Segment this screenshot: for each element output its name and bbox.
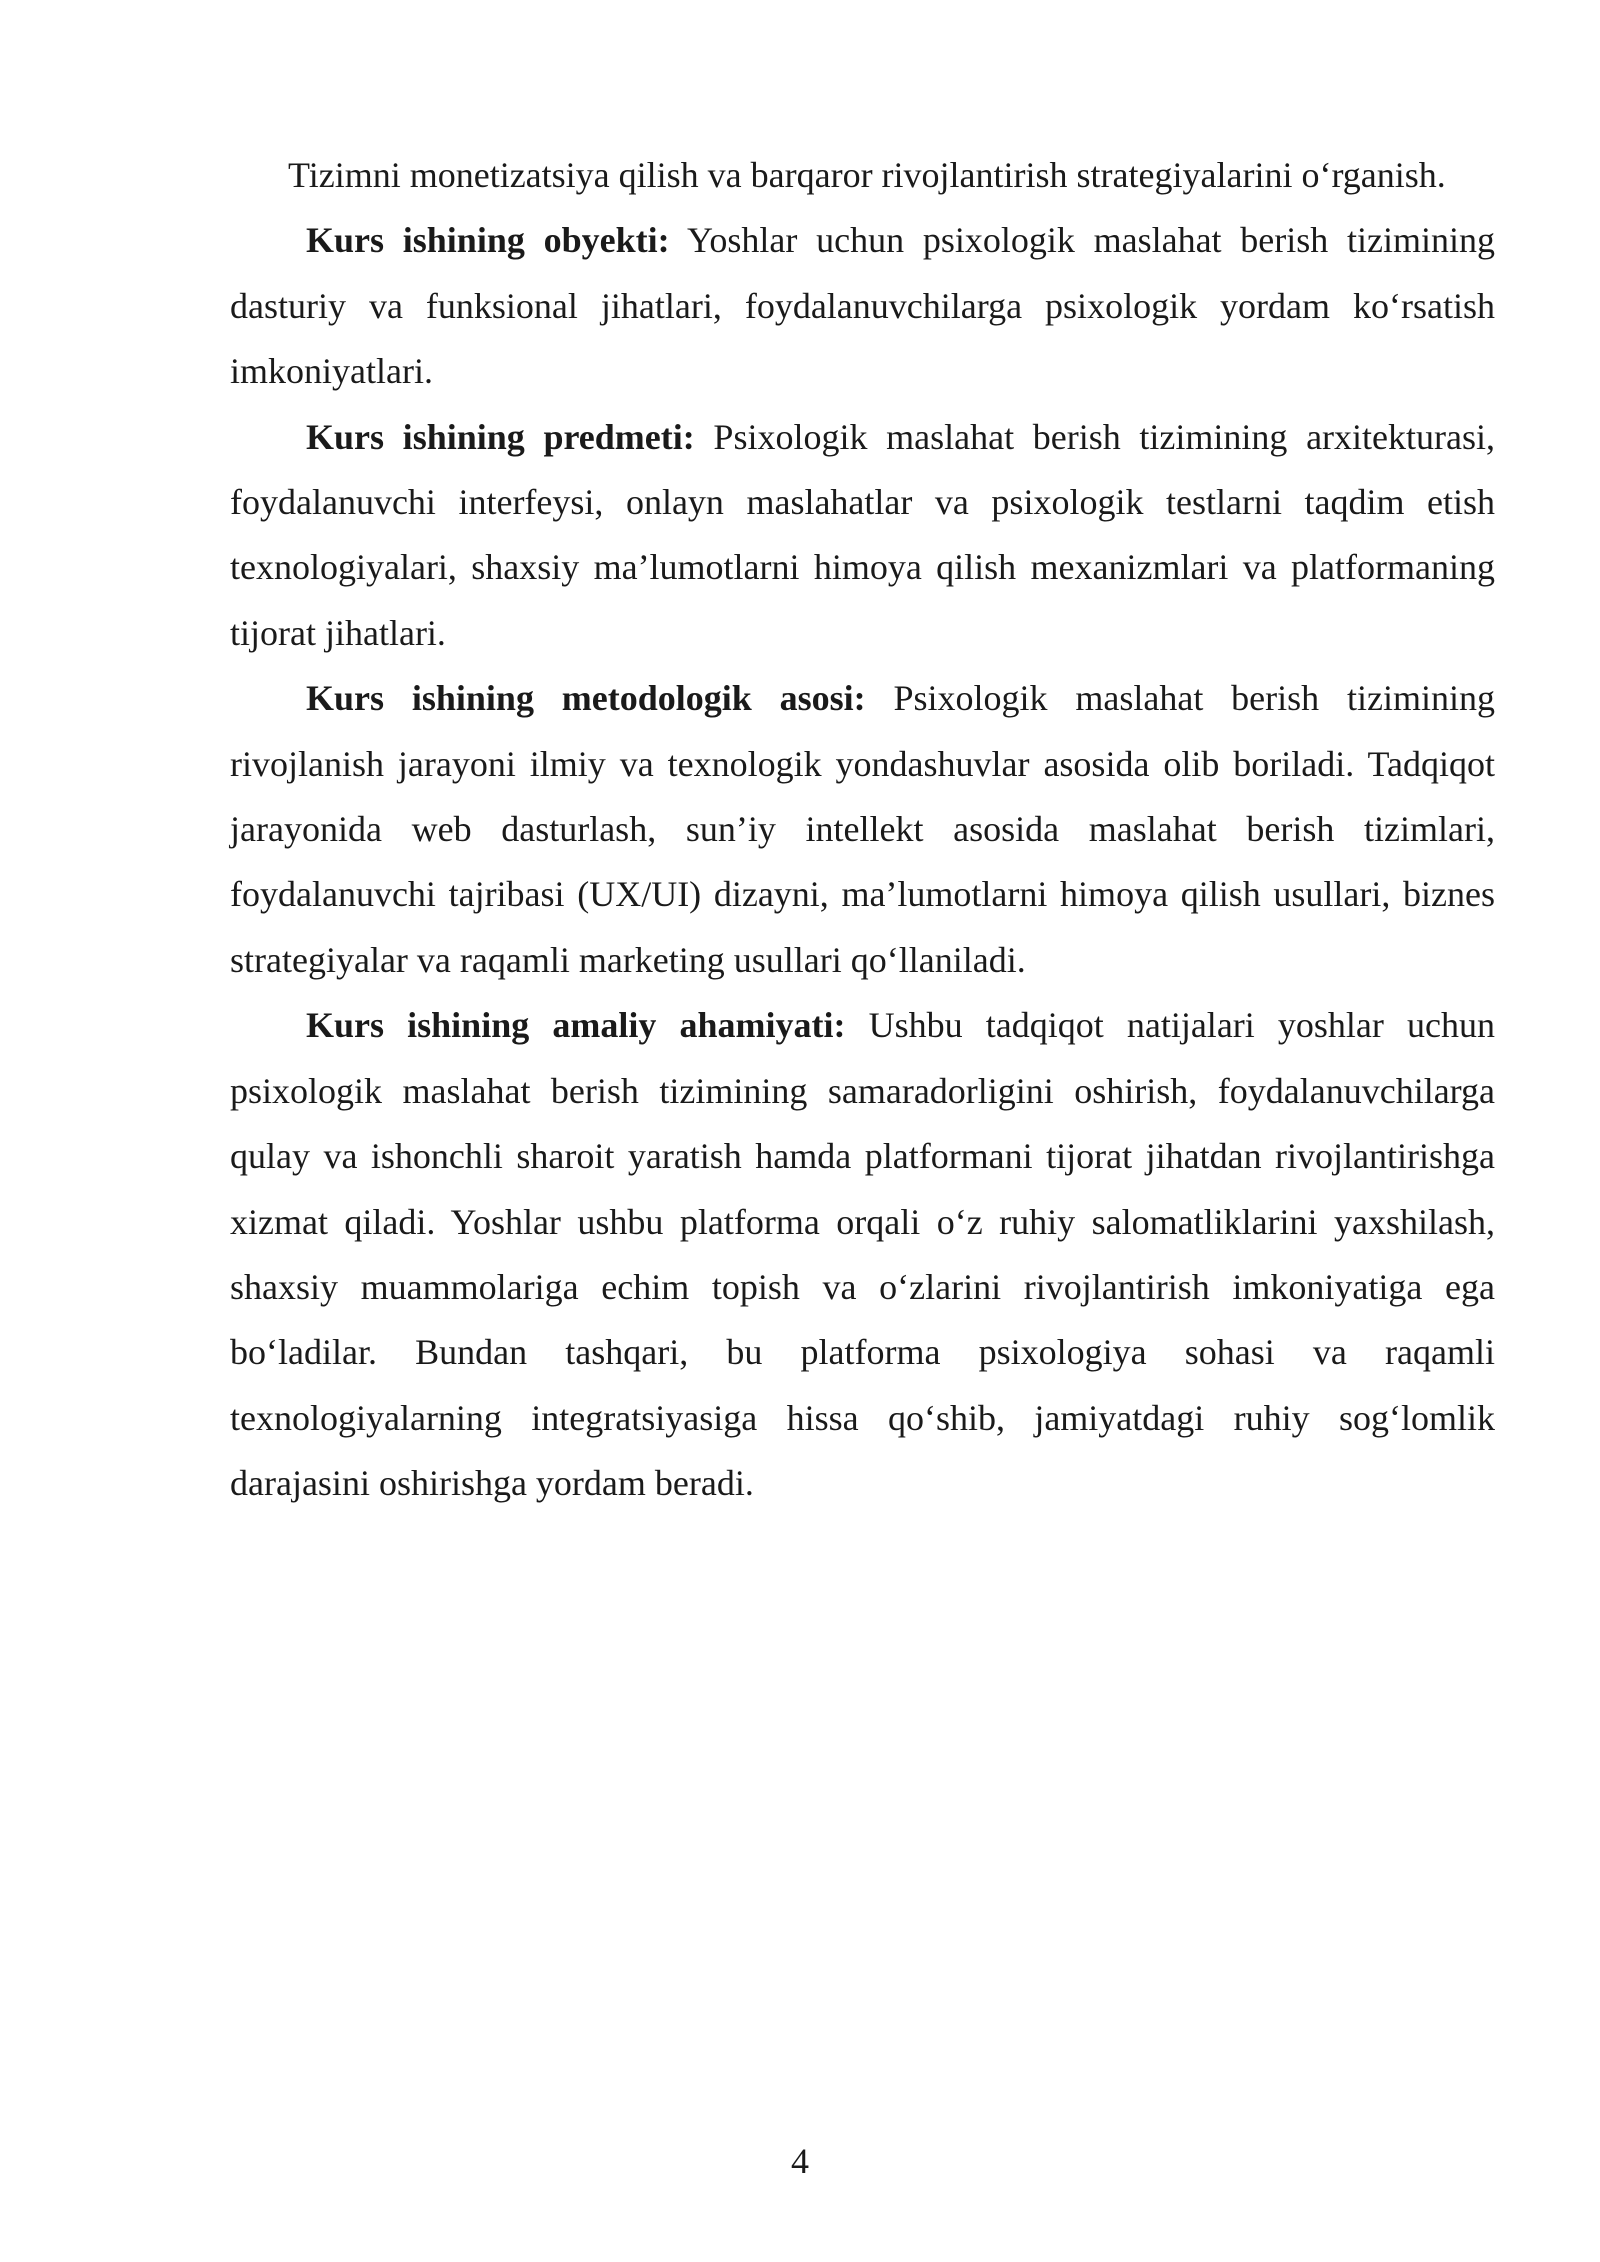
object-heading: Kurs ishining obyekti: <box>306 220 670 261</box>
practical-significance-text: Ushbu tadqiqot natijalari yoshlar uchun psixologik maslahat berish tizimining samaradorligini oshirish, foydalanuvchilarga qulay va ishonchli sharoit yaratish hamda platformani tijorat jihatdan rivojlantirishga xizmat qiladi. Yoshlar ushbu platforma orqali o‘z ruhiy salomatliklarini yaxshilash, shaxsiy muammolariga echim topish va o‘zlarini rivojlantirish imkoniyatiga ega bo‘ladilar. Bundan tashqari, bu platforma psixologiya sohasi va raqamli texnologiyalarning integratsiyasiga hissa qo‘shib, jamiyatdagi ruhiy sog‘lomlik darajasini oshirishga yordam beradi. <box>230 1005 1495 1504</box>
page-number: 4 <box>791 2141 809 2181</box>
practical-significance-paragraph <box>230 993 1495 1516</box>
intro-paragraph: Tizimni monetizatsiya qilish va barqaror rivojlantirish strategiyalarini o‘rganish. <box>288 155 1446 195</box>
methodology-text: Psixologik maslahat berish tizimining rivojlanish jarayoni ilmiy va texnologik yondashuvlar asosida olib boriladi. Tadqiqot jarayonida web dasturlash, sun’iy intellekt asosida maslahat berish tizimlari, foydalanuvchi tajribasi (UX/UI) dizayni, ma’lumotlarni himoya qilish usullari, biznes strategiyalar va raqamli marketing usullari qo‘llaniladi. <box>230 678 1495 980</box>
practical-significance-heading: Kurs ishining amaliy ahamiyati: <box>306 1005 846 1046</box>
object-paragraph <box>230 208 1495 404</box>
subject-text: Psixologik maslahat berish tizimining arxitekturasi, foydalanuvchi interfeysi, onlayn maslahatlar va psixologik testlarni taqdim etish texnologiyalari, shaxsiy ma’lumotlarni himoya qilish mexanizmlari va platformaning tijorat jihatlari. <box>230 416 1496 653</box>
methodology-paragraph <box>230 666 1495 993</box>
methodology-heading: Kurs ishining metodologik asosi: <box>306 678 866 719</box>
object-text: Yoshlar uchun psixologik maslahat berish tizimining dasturiy va funksional jihatlari, foydalanuvchilarga psixologik yordam ko‘rsatish imkoniyatlari. <box>230 220 1496 392</box>
subject-paragraph <box>230 405 1495 667</box>
subject-heading: Kurs ishining predmeti: <box>306 416 695 457</box>
page-body <box>230 143 1495 1517</box>
